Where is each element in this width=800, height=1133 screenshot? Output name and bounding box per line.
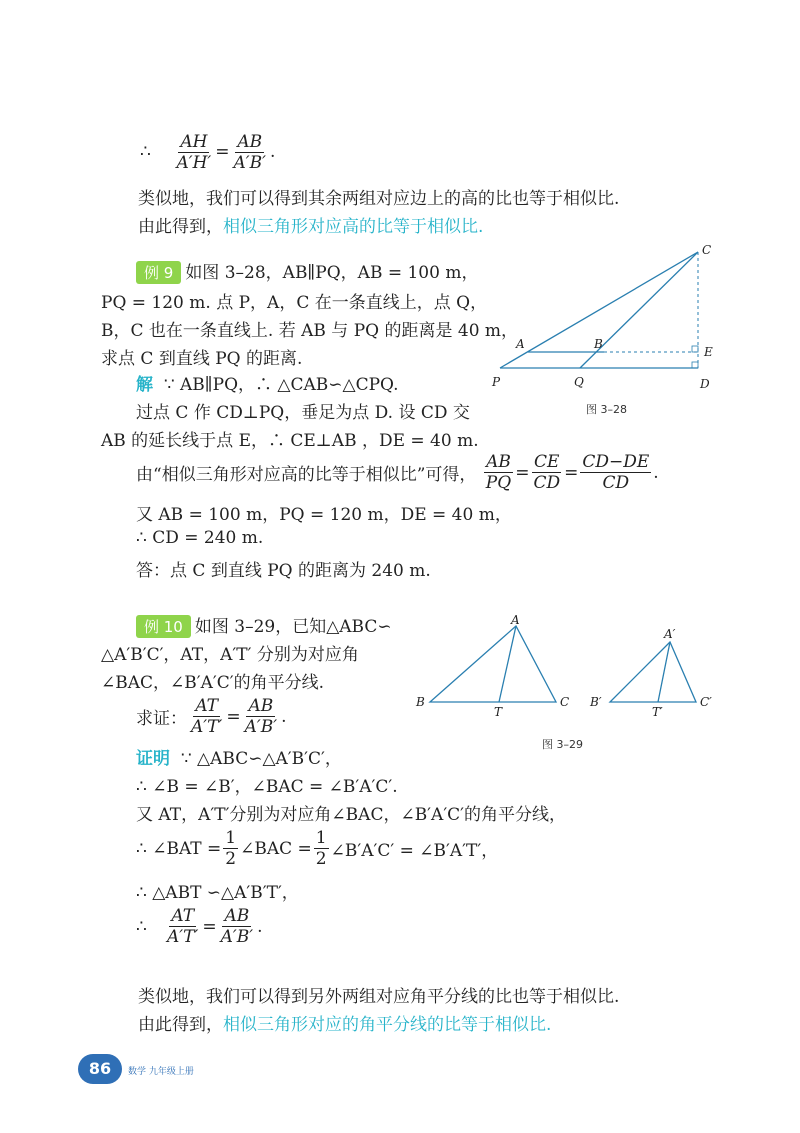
fraction-ab: $\frac{AB}{A'B'}$	[233, 132, 267, 173]
intro-ratio: ∴ $\frac{AH}{A'H'}$ = $\frac{AB}{A'B'}$ .	[140, 132, 276, 173]
example9-line-3: B，C 也在一条直线上. 若 AB 与 PQ 的距离是 40 m，	[101, 321, 519, 341]
outro-line-2: 由此得到，相似三角形对应的角平分线的比等于相似比.	[138, 1015, 552, 1035]
example10-proof-1: 证明 ∵ △ABC∽△A′B′C′，	[136, 749, 342, 769]
example9-line-1: 例 9 如图 3–28，AB∥PQ，AB = 100 m，	[136, 258, 478, 284]
intro-conclusion: 相似三角形对应高的比等于相似比.	[223, 217, 484, 237]
example10-line-3: ∠BAC，∠B′A′C′的角平分线.	[101, 673, 325, 693]
therefore-symbol: ∴	[140, 142, 151, 162]
example9-solution-4: 由“相似三角形对应高的比等于相似比”可得， $\frac{AB}{PQ}$ = $\frac{CE}{CD}$ = $\frac{CD-DE}{CD}$ .	[136, 452, 659, 493]
svg-text:T′: T′	[652, 705, 663, 719]
example10-proof-3: 又 AT，A′T′分别为对应角∠BAC，∠B′A′C′的角平分线，	[136, 805, 567, 825]
svg-text:A′: A′	[664, 627, 676, 641]
example9-solution-6: ∴ CD = 240 m.	[136, 528, 264, 548]
example9-solution-1: 解 ∵ AB∥PQ，∴ △CAB∽△CPQ.	[136, 375, 399, 395]
svg-text:B: B	[594, 337, 603, 351]
example9-solution-3: AB 的延长线于点 E，∴ CE⊥AB ，DE = 40 m.	[101, 431, 479, 451]
example9-line-4: 求点 C 到直线 PQ 的距离.	[101, 349, 303, 369]
svg-text:A: A	[511, 613, 520, 627]
intro-line-1: 类似地，我们可以得到其余两组对应边上的高的比也等于相似比.	[138, 189, 620, 209]
example10-prove: 求证： $\frac{AT}{A'T'}$ = $\frac{AB}{A'B'}$ .	[136, 696, 287, 737]
svg-text:A: A	[516, 337, 525, 351]
example10-line-1: 例 10 如图 3–29，已知△ABC∽	[136, 612, 392, 638]
example9-solution-5: 又 AB = 100 m，PQ = 120 m，DE = 40 m，	[136, 505, 512, 525]
example10-line-2: △A′B′C′，AT，A′T′ 分别为对应角	[101, 645, 359, 665]
example9-line-2: PQ = 120 m. 点 P，A，C 在一条直线上，点 Q，	[101, 293, 488, 313]
figure-3-28	[486, 238, 726, 398]
example9-answer: 答：点 C 到直线 PQ 的距离为 240 m.	[136, 561, 431, 581]
svg-text:Q: Q	[574, 375, 584, 389]
figure-3-29	[410, 612, 730, 722]
figure-3-29-caption: 图 3–29	[542, 738, 583, 751]
proof-label: 证明	[136, 749, 170, 769]
svg-text:C: C	[702, 243, 712, 257]
example9-solution-2: 过点 C 作 CD⊥PQ，垂足为点 D. 设 CD 交	[136, 403, 470, 423]
example10-badge: 例 10	[136, 615, 191, 638]
svg-text:E: E	[704, 345, 713, 359]
outro-conclusion: 相似三角形对应的角平分线的比等于相似比.	[223, 1015, 552, 1035]
svg-text:C′: C′	[700, 695, 712, 709]
figure-3-28-caption: 图 3–28	[586, 403, 627, 416]
fraction-ah: $\frac{AH}{A'H'}$	[176, 132, 212, 173]
svg-text:T: T	[494, 705, 503, 719]
outro-line-1: 类似地，我们可以得到另外两组对应角平分线的比也等于相似比.	[138, 987, 620, 1007]
example9-badge: 例 9	[136, 261, 181, 284]
svg-text:P: P	[492, 375, 501, 389]
svg-text:C: C	[560, 695, 570, 709]
example10-proof-2: ∴ ∠B = ∠B′，∠BAC = ∠B′A′C′.	[136, 777, 398, 797]
solution-label: 解	[136, 375, 153, 395]
svg-text:D: D	[700, 377, 710, 391]
svg-text:B′: B′	[590, 695, 602, 709]
page-number: 86	[78, 1054, 122, 1084]
example10-proof-5: ∴ △ABT ∽△A′B′T′，	[136, 883, 299, 903]
book-title: 数学 九年级上册	[128, 1067, 194, 1077]
example10-proof-4: ∴ ∠BAT = $\frac{1}{2}$ ∠BAC = $\frac{1}{2}$ ∠B′A′C′ = ∠B′A′T′，	[136, 828, 499, 869]
svg-text:B: B	[416, 695, 425, 709]
intro-line-2: 由此得到，相似三角形对应高的比等于相似比.	[138, 217, 484, 237]
example10-proof-6: ∴ $\frac{AT}{A'T'}$ = $\frac{AB}{A'B'}$ .	[136, 906, 263, 947]
